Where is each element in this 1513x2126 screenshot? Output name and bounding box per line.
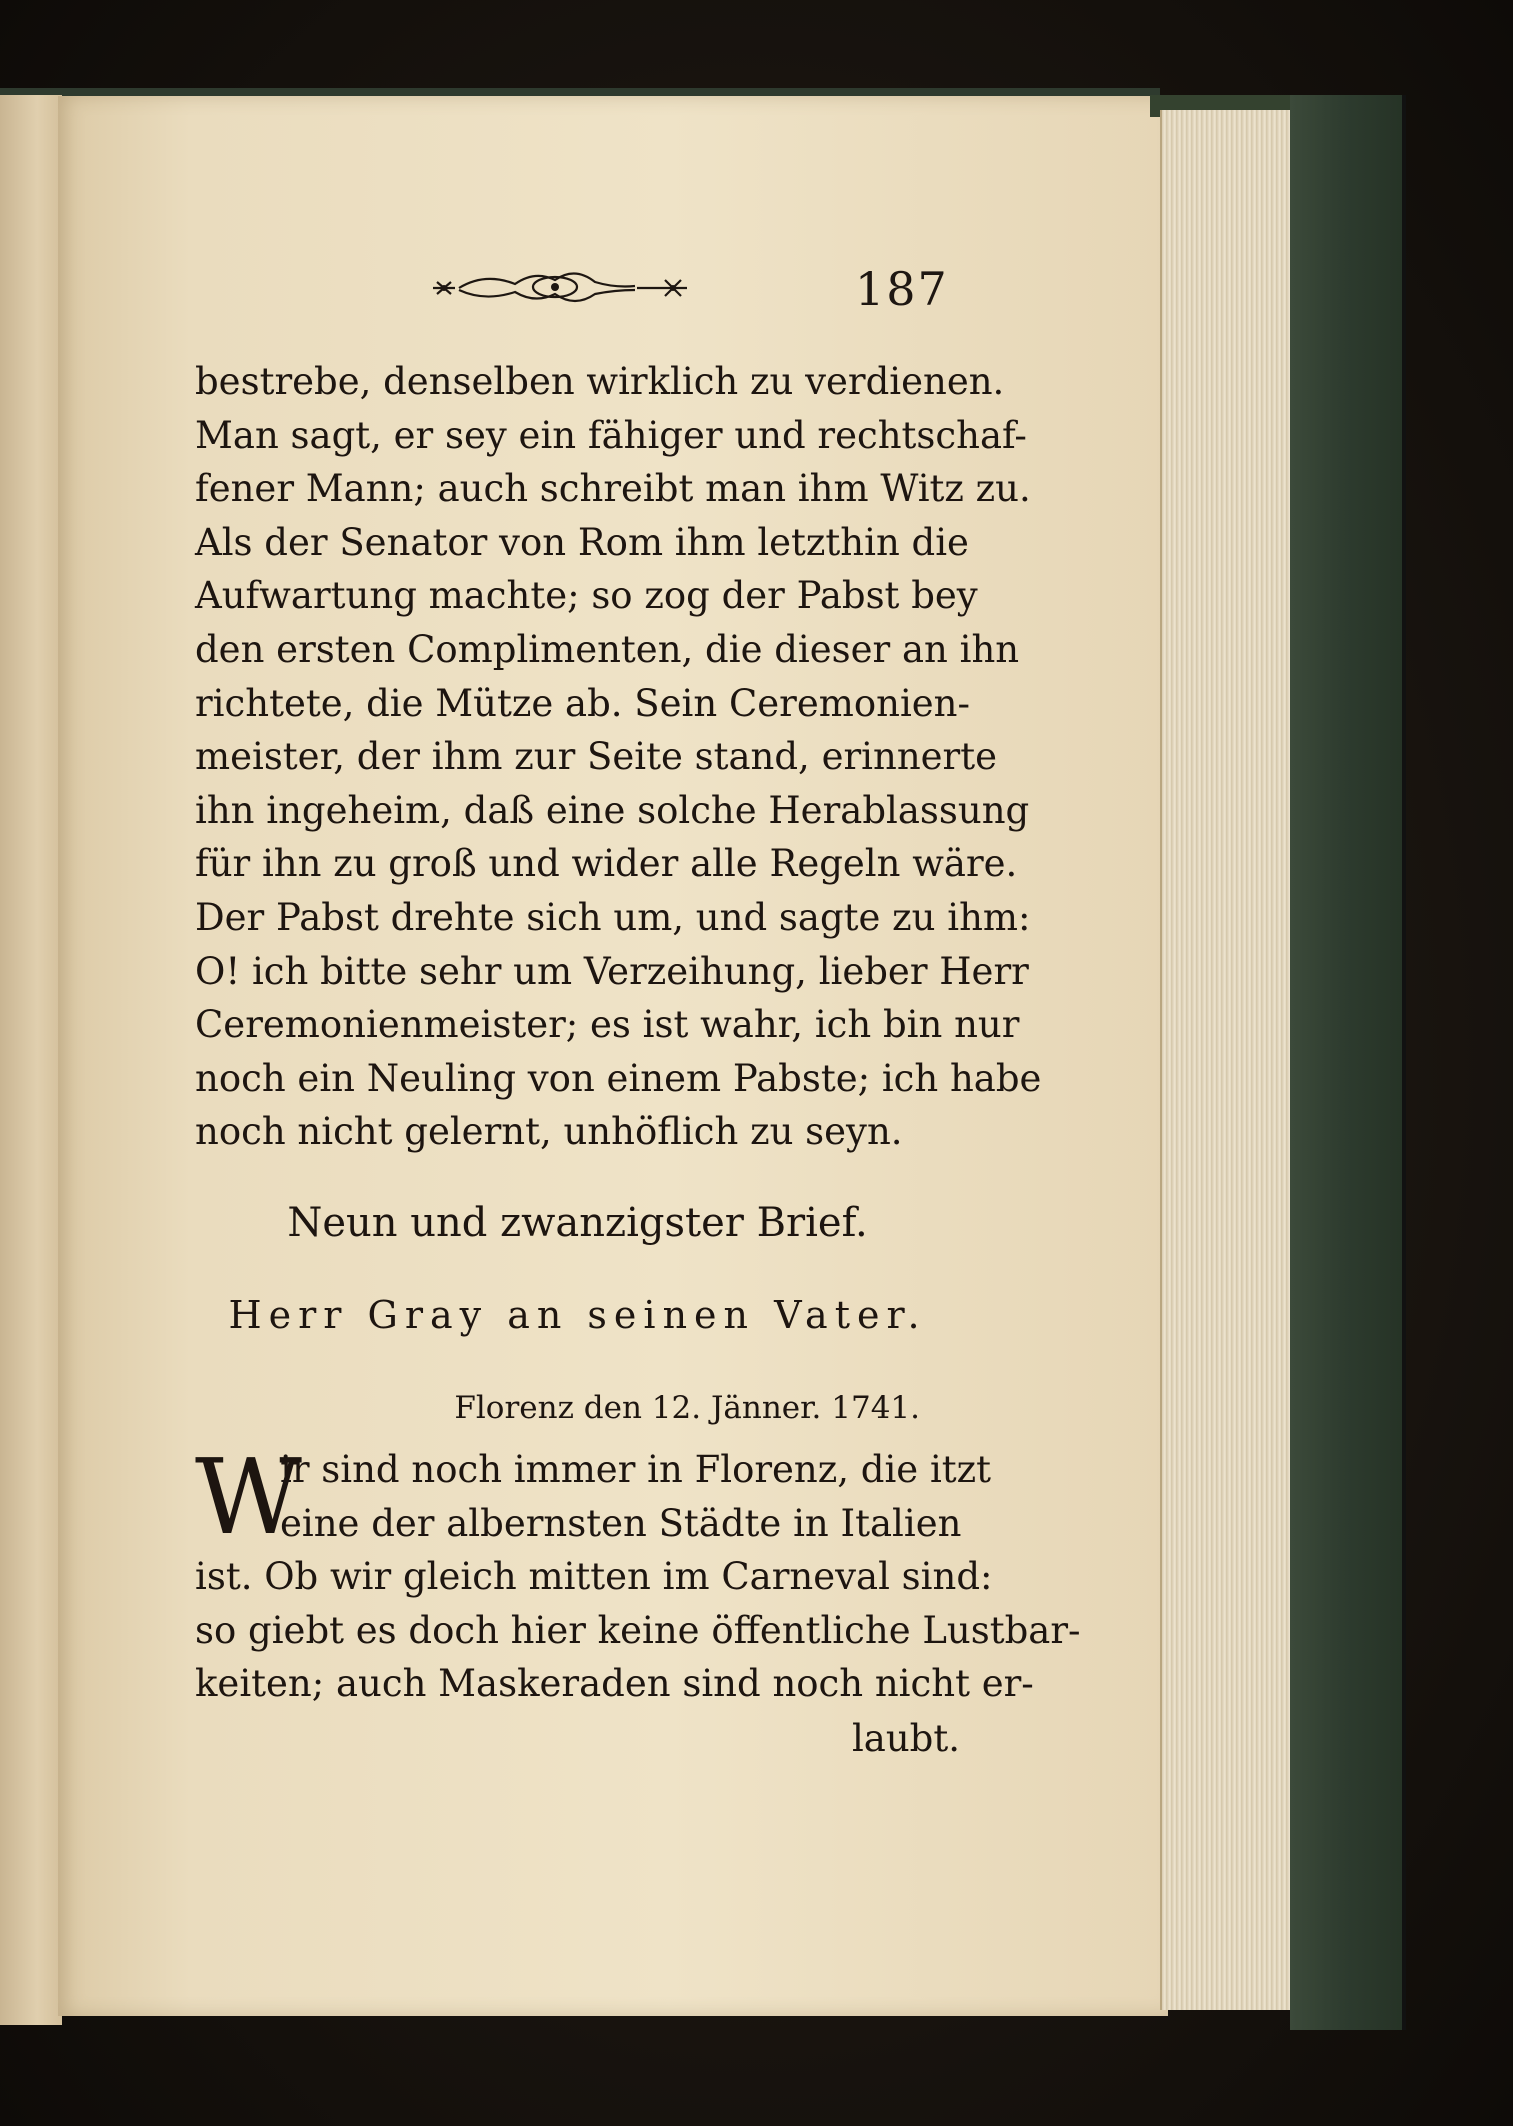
text-line: eine der albernsten Städte in Italien (280, 1501, 962, 1545)
book-cover (1290, 95, 1406, 2030)
catchword: laubt. (851, 1717, 960, 1760)
text-line: so giebt es doch hier keine öffentliche Lustbar- (195, 1608, 1081, 1652)
text-line: O! ich bitte sehr um Verzeihung, lieber Herr (195, 949, 1029, 993)
letter-text (195, 1436, 1081, 1711)
text-line: den ersten Complimenten, die dieser an ihn (195, 627, 1020, 671)
text-line: noch ein Neuling von einem Pabste; ich habe (195, 1056, 1042, 1100)
letter-subheading: Herr Gray an seinen Vater. (228, 1293, 927, 1337)
letter-heading: Neun und zwanzigster Brief. (287, 1200, 868, 1246)
dateline: Florenz den 12. Jänner. 1741. (454, 1390, 920, 1426)
text-line: Aufwartung machte; so zog der Pabst bey (195, 574, 978, 618)
drop-cap: W (195, 1436, 302, 1558)
text-line: Ceremonienmeister; es ist wahr, ich bin nur (195, 1003, 1020, 1047)
text-line: keiten; auch Maskeraden sind noch nicht er- (195, 1662, 1034, 1706)
text-line: Man sagt, er sey ein fähiger und rechtschaf- (195, 413, 1027, 457)
text-line: richtete, die Mütze ab. Sein Ceremonien- (195, 681, 971, 725)
page-number: 187 (855, 262, 949, 316)
page-block-edges (1160, 110, 1297, 2010)
ornament-icon (425, 258, 695, 314)
text-line: Als der Senator von Rom ihm letzthin die (195, 520, 969, 564)
text-line: fener Mann; auch schreibt man ihm Witz zu. (195, 467, 1031, 511)
text-line: ir sind noch immer in Florenz, die itzt (280, 1448, 992, 1491)
text-line: Der Pabst drehte sich um, und sagte zu ihm: (195, 895, 1031, 939)
text-line: bestrebe, denselben wirklich zu verdienen. (195, 360, 1005, 403)
text-line: für ihn zu groß und wider alle Regeln wäre. (195, 842, 1018, 886)
text-line: meister, der ihm zur Seite stand, erinnerte (195, 735, 998, 779)
text-line: noch nicht gelernt, unhöflich zu seyn. (195, 1110, 903, 1154)
body-text (195, 355, 1042, 1159)
text-line: ist. Ob wir gleich mitten im Carneval sind: (195, 1555, 993, 1599)
facing-page-edge (0, 95, 62, 2025)
text-line: ihn ingeheim, daß eine solche Herablassung (195, 788, 1030, 832)
